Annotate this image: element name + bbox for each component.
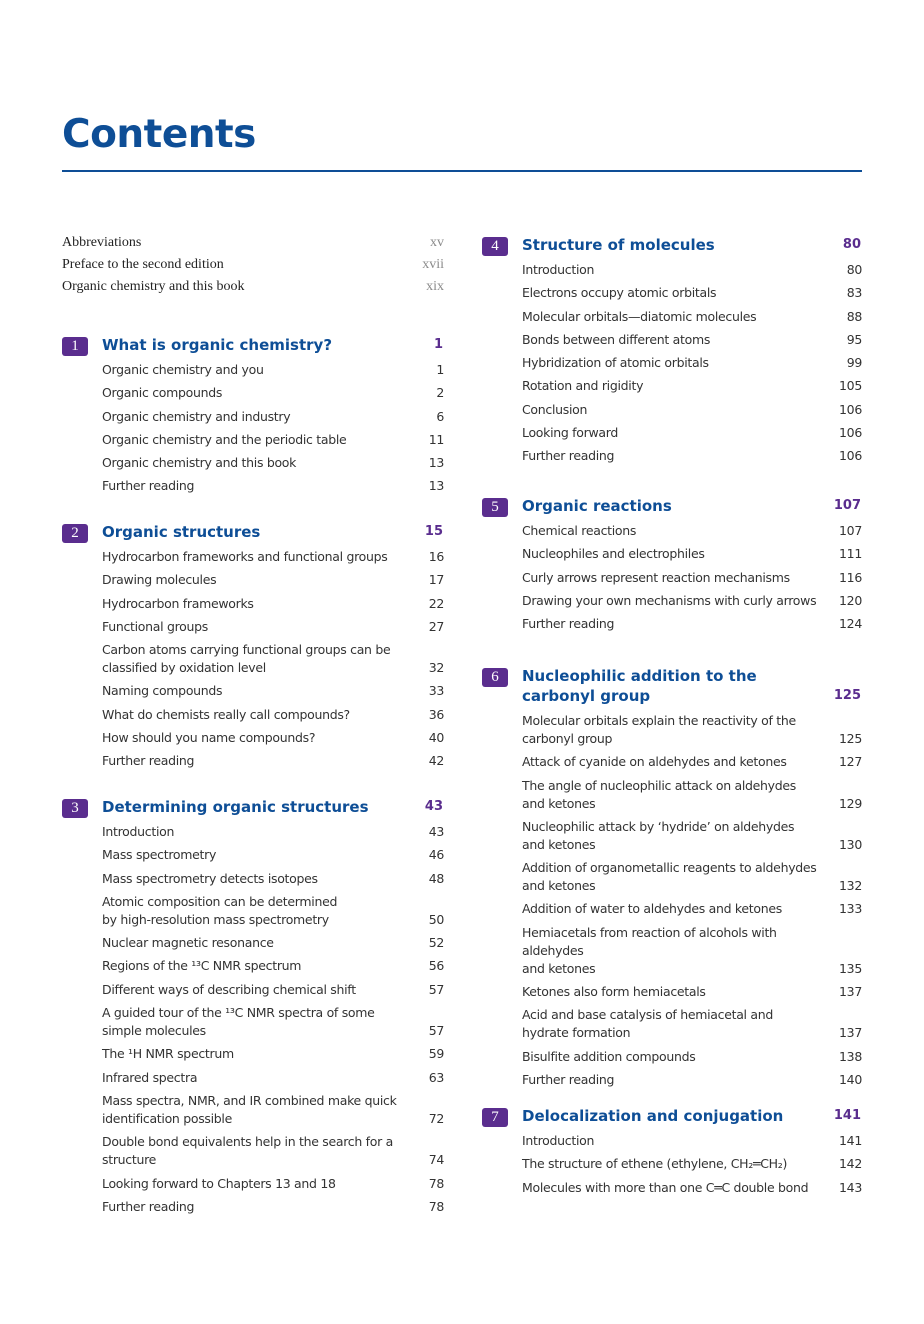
toc-entry-page: 52 (428, 935, 444, 951)
front-matter-page: xv (430, 235, 444, 250)
toc-entry[interactable] (102, 934, 444, 952)
toc-entry[interactable] (102, 595, 444, 613)
toc-entry-page: 11 (428, 431, 444, 447)
toc-entry[interactable] (522, 924, 862, 978)
toc-entry-page: 111 (839, 546, 862, 562)
toc-entry-title: Addition of water to aldehydes and ketones (522, 901, 782, 917)
front-matter-title: Abbreviations (62, 235, 142, 250)
toc-entry-title: Organic chemistry and this book (102, 455, 297, 471)
toc-entry-page: 57 (428, 1023, 444, 1039)
toc-entry-title: Mass spectrometry (102, 847, 217, 863)
toc-entry-title: Hydrocarbon frameworks (102, 595, 254, 611)
toc-entry-page: 130 (839, 836, 862, 852)
toc-entry-title: Organic chemistry and industry (102, 408, 291, 424)
toc-entry[interactable] (522, 983, 862, 1001)
toc-entry[interactable] (102, 870, 444, 888)
chapter-2 (62, 522, 444, 776)
chapter-entries (62, 823, 444, 1216)
front-matter-item[interactable] (62, 277, 444, 299)
toc-entry-page: 13 (428, 455, 444, 471)
toc-entry[interactable] (522, 331, 862, 349)
toc-entry-title: Mass spectra, NMR, and IR combined make quick identification possible (102, 1092, 397, 1126)
toc-entry-page: 78 (428, 1198, 444, 1214)
toc-entry[interactable] (522, 522, 862, 540)
chapter-page: 141 (833, 1108, 861, 1123)
toc-entry-title: Atomic composition can be determined by high-resolution mass spectrometry (102, 893, 338, 927)
front-matter-item[interactable] (62, 233, 444, 255)
toc-entry-title: Different ways of describing chemical shift (102, 981, 356, 997)
toc-entry[interactable] (522, 1132, 862, 1150)
chapter-entries (482, 1132, 862, 1197)
toc-entry-page: 2 (436, 385, 444, 401)
toc-entry-title: Acid and base catalysis of hemiacetal and hydrate formation (522, 1007, 774, 1041)
toc-entry-page: 59 (428, 1046, 444, 1062)
toc-entry-title: The structure of ethene (ethylene, CH₂═CH₂) (522, 1156, 788, 1172)
toc-entry-page: 83 (846, 285, 862, 301)
toc-entry[interactable] (102, 823, 444, 841)
chapter-4 (482, 235, 862, 471)
toc-entry-page: 138 (839, 1048, 862, 1064)
toc-entry[interactable] (102, 752, 444, 770)
toc-entry-title: Looking forward (522, 425, 619, 441)
toc-entry[interactable] (522, 569, 862, 587)
toc-entry-title: Further reading (102, 1198, 195, 1214)
toc-entry-title: Attack of cyanide on aldehydes and ketones (522, 754, 787, 770)
toc-entry[interactable] (102, 893, 444, 929)
chapter-heading[interactable] (482, 496, 862, 516)
toc-entry-title: Further reading (102, 478, 195, 494)
chapter-number-badge: 2 (62, 524, 88, 543)
chapter-heading[interactable] (482, 1106, 862, 1126)
toc-entry-title: Double bond equivalents help in the search for a structure (102, 1134, 393, 1168)
toc-entry-title: Addition of organometallic reagents to aldehydes and ketones (522, 860, 817, 894)
front-matter-item[interactable] (62, 255, 444, 277)
chapter-title: Delocalization and conjugation (522, 1107, 784, 1125)
toc-entry-title: Regions of the ¹³C NMR spectrum (102, 958, 302, 974)
toc-entry-page: 88 (846, 308, 862, 324)
front-matter-list (62, 233, 444, 299)
toc-entry[interactable] (522, 818, 862, 854)
toc-entry-title: Organic chemistry and the periodic table (102, 431, 347, 447)
toc-entry[interactable] (522, 592, 862, 610)
toc-entry-title: A guided tour of the ¹³C NMR spectra of some simple molecules (102, 1005, 375, 1039)
toc-entry-title: Drawing your own mechanisms with curly arrows (522, 592, 817, 608)
toc-entry[interactable] (102, 361, 444, 379)
toc-entry-page: 32 (428, 660, 444, 676)
chapter-entries (62, 548, 444, 770)
chapter-1 (62, 335, 444, 501)
toc-entry[interactable] (522, 284, 862, 302)
toc-entry-page: 27 (428, 618, 444, 634)
toc-entry[interactable] (522, 1048, 862, 1066)
toc-entry[interactable] (102, 454, 444, 472)
toc-entry-page: 106 (839, 448, 862, 464)
toc-entry-title: Further reading (522, 616, 615, 632)
toc-entry-page: 106 (839, 425, 862, 441)
toc-entry[interactable] (102, 384, 444, 402)
toc-entry[interactable] (102, 477, 444, 495)
toc-entry-title: Electrons occupy atomic orbitals (522, 285, 717, 301)
chapter-heading[interactable] (62, 797, 444, 817)
toc-entry[interactable] (102, 408, 444, 426)
toc-entry-page: 22 (428, 595, 444, 611)
toc-entry-page: 116 (839, 569, 862, 585)
toc-entry-title: Further reading (522, 1071, 615, 1087)
toc-entry-title: Bonds between different atoms (522, 331, 711, 347)
toc-entry-title: Organic chemistry and you (102, 362, 264, 377)
toc-entry[interactable] (102, 548, 444, 566)
toc-entry-page: 129 (839, 795, 862, 811)
toc-entry-title: Hybridization of atomic orbitals (522, 355, 709, 371)
toc-entry-title: How should you name compounds? (102, 730, 316, 746)
chapter-heading[interactable] (482, 235, 862, 255)
toc-entry[interactable] (102, 1133, 444, 1169)
toc-entry-page: 80 (846, 262, 862, 277)
toc-entry-page: 127 (839, 754, 862, 770)
chapter-page: 43 (424, 799, 443, 814)
toc-entry-page: 106 (839, 401, 862, 417)
toc-entry-page: 42 (428, 753, 444, 769)
toc-entry[interactable] (522, 354, 862, 372)
toc-entry-page: 99 (846, 355, 862, 371)
toc-entry-title: Hemiacetals from reaction of alcohols with aldehydes and ketones (522, 924, 777, 976)
toc-entry-page: 33 (428, 683, 444, 699)
toc-entry[interactable] (522, 261, 862, 279)
toc-entry-title: Looking forward to Chapters 13 and 18 (102, 1175, 336, 1191)
chapter-entries (482, 261, 862, 465)
front-matter-page: xix (426, 279, 444, 294)
chapter-page: 1 (433, 337, 443, 352)
toc-entry-page: 133 (839, 901, 862, 917)
toc-entry-page: 120 (839, 592, 862, 608)
toc-entry-title: Molecular orbitals explain the reactivity of the carbonyl group (522, 713, 796, 746)
toc-entry[interactable] (522, 777, 862, 813)
toc-entry[interactable] (102, 729, 444, 747)
chapter-number-badge: 4 (482, 237, 508, 256)
toc-entry-page: 72 (428, 1110, 444, 1126)
toc-entry-title: Bisulfite addition compounds (522, 1048, 696, 1064)
toc-entry-title: Introduction (522, 1133, 595, 1148)
toc-entry[interactable] (522, 712, 862, 748)
toc-entry-title: Carbon atoms carrying functional groups can be classified by oxidation level (102, 642, 391, 676)
chapter-title: Organic structures (102, 523, 261, 541)
toc-entry-page: 95 (846, 331, 862, 347)
toc-entry-title: Infrared spectra (102, 1069, 198, 1085)
chapter-title: What is organic chemistry? (102, 336, 333, 354)
toc-entry-title: Further reading (102, 753, 195, 769)
toc-entry-page: 50 (428, 911, 444, 927)
toc-entry[interactable] (102, 1045, 444, 1063)
chapter-page: 80 (842, 237, 861, 252)
toc-entry[interactable] (102, 1069, 444, 1087)
toc-entry-page: 107 (839, 523, 862, 538)
toc-entry-page: 137 (839, 1025, 862, 1041)
toc-entry[interactable] (102, 1175, 444, 1193)
chapter-number-badge: 5 (482, 498, 508, 517)
toc-entry[interactable] (522, 447, 862, 465)
toc-entry-page: 143 (839, 1179, 862, 1195)
chapter-title: Structure of molecules (522, 236, 715, 254)
toc-entry[interactable] (102, 1198, 444, 1216)
toc-entry-page: 1 (436, 362, 444, 377)
toc-entry-page: 140 (839, 1071, 862, 1087)
toc-entry[interactable] (522, 308, 862, 326)
toc-entry-title: Nucleophilic attack by ‘hydride’ on aldehydes and ketones (522, 818, 795, 852)
chapter-3 (62, 797, 444, 1221)
toc-entry[interactable] (102, 706, 444, 724)
toc-entry-page: 13 (428, 478, 444, 494)
chapter-number-badge: 1 (62, 337, 88, 356)
toc-entry[interactable] (522, 545, 862, 563)
chapter-title: Nucleophilic addition to the carbonyl group (522, 667, 757, 705)
toc-entry-title: The ¹H NMR spectrum (102, 1046, 234, 1062)
toc-entry[interactable] (522, 1071, 862, 1089)
chapter-title: Determining organic structures (102, 798, 369, 816)
toc-entry-page: 16 (428, 549, 444, 564)
toc-entry-title: Nucleophiles and electrophiles (522, 546, 705, 562)
front-matter-title: Preface to the second edition (62, 257, 224, 272)
chapter-heading[interactable] (62, 522, 444, 542)
toc-entry-title: Introduction (522, 262, 595, 277)
chapter-entries (482, 712, 862, 1089)
toc-entry-title: Organic compounds (102, 385, 223, 401)
toc-entry[interactable] (102, 641, 444, 677)
page-title: Contents (62, 112, 256, 157)
toc-entry-page: 43 (428, 824, 444, 839)
toc-entry-page: 132 (839, 878, 862, 894)
toc-entry[interactable] (522, 615, 862, 633)
chapter-page: 107 (833, 498, 861, 513)
front-matter-page: xvii (422, 257, 444, 272)
chapter-number-badge: 3 (62, 799, 88, 818)
toc-entry-title: Conclusion (522, 401, 588, 417)
chapter-page: 125 (833, 688, 861, 703)
toc-entry-page: 78 (428, 1175, 444, 1191)
toc-entry[interactable] (522, 1179, 862, 1197)
toc-entry-title: Rotation and rigidity (522, 378, 644, 394)
toc-entry[interactable] (102, 846, 444, 864)
toc-entry-title: Further reading (522, 448, 615, 464)
toc-entry-page: 63 (428, 1069, 444, 1085)
toc-entry-page: 56 (428, 958, 444, 974)
chapter-entries (482, 522, 862, 633)
toc-entry-page: 141 (839, 1133, 862, 1148)
chapter-number-badge: 6 (482, 668, 508, 687)
toc-entry[interactable] (522, 377, 862, 395)
toc-entry[interactable] (522, 753, 862, 771)
toc-entry-page: 105 (839, 378, 862, 394)
toc-entry-title: Drawing molecules (102, 572, 217, 588)
toc-entry-page: 125 (839, 731, 862, 746)
toc-entry-title: What do chemists really call compounds? (102, 706, 350, 722)
toc-entry-title: Ketones also form hemiacetals (522, 984, 706, 1000)
toc-entry[interactable] (522, 401, 862, 419)
toc-entry[interactable] (102, 571, 444, 589)
toc-entry[interactable] (102, 957, 444, 975)
toc-entry[interactable] (102, 431, 444, 449)
toc-entry-page: 48 (428, 870, 444, 886)
toc-entry-title: Mass spectrometry detects isotopes (102, 870, 318, 886)
toc-entry-page: 17 (428, 572, 444, 588)
toc-entry-title: The angle of nucleophilic attack on aldehydes and ketones (522, 777, 797, 811)
toc-entry-title: Introduction (102, 824, 175, 839)
toc-entry[interactable] (522, 900, 862, 918)
chapter-number-badge: 7 (482, 1108, 508, 1127)
toc-entry-page: 46 (428, 847, 444, 863)
chapter-page: 15 (424, 524, 443, 539)
toc-entry-title: Functional groups (102, 618, 208, 634)
toc-entry[interactable] (522, 1155, 862, 1173)
toc-entry-page: 137 (839, 984, 862, 1000)
chapter-5 (482, 496, 862, 638)
toc-entry-title: Molecules with more than one C═C double bond (522, 1179, 809, 1195)
toc-entry-page: 142 (839, 1156, 862, 1172)
toc-entry-title: Chemical reactions (522, 523, 637, 538)
toc-entry-page: 40 (428, 730, 444, 746)
toc-entry-page: 36 (428, 706, 444, 722)
toc-entry-page: 135 (839, 960, 862, 976)
toc-entry-title: Curly arrows represent reaction mechanisms (522, 569, 790, 585)
chapter-heading[interactable] (482, 666, 862, 706)
chapter-7 (482, 1106, 862, 1202)
toc-entry[interactable] (102, 618, 444, 636)
toc-entry-page: 6 (436, 408, 444, 424)
toc-entry-page: 124 (839, 616, 862, 632)
toc-entry[interactable] (522, 1006, 862, 1042)
toc-entry-page: 74 (428, 1152, 444, 1168)
toc-entry-title: Molecular orbitals—diatomic molecules (522, 308, 757, 324)
toc-entry-page: 57 (428, 981, 444, 997)
title-rule (62, 170, 862, 172)
toc-entry-title: Nuclear magnetic resonance (102, 935, 274, 951)
toc-entry[interactable] (102, 1092, 444, 1128)
toc-entry[interactable] (102, 682, 444, 700)
front-matter-title: Organic chemistry and this book (62, 279, 245, 294)
chapter-heading[interactable] (62, 335, 444, 355)
toc-entry[interactable] (102, 981, 444, 999)
toc-entry[interactable] (102, 1004, 444, 1040)
toc-entry[interactable] (522, 424, 862, 442)
chapter-title: Organic reactions (522, 497, 672, 515)
toc-entry-title: Hydrocarbon frameworks and functional groups (102, 549, 388, 564)
chapter-6 (482, 666, 862, 1094)
toc-entry-title: Naming compounds (102, 683, 223, 699)
chapter-entries (62, 361, 444, 495)
toc-entry[interactable] (522, 859, 862, 895)
